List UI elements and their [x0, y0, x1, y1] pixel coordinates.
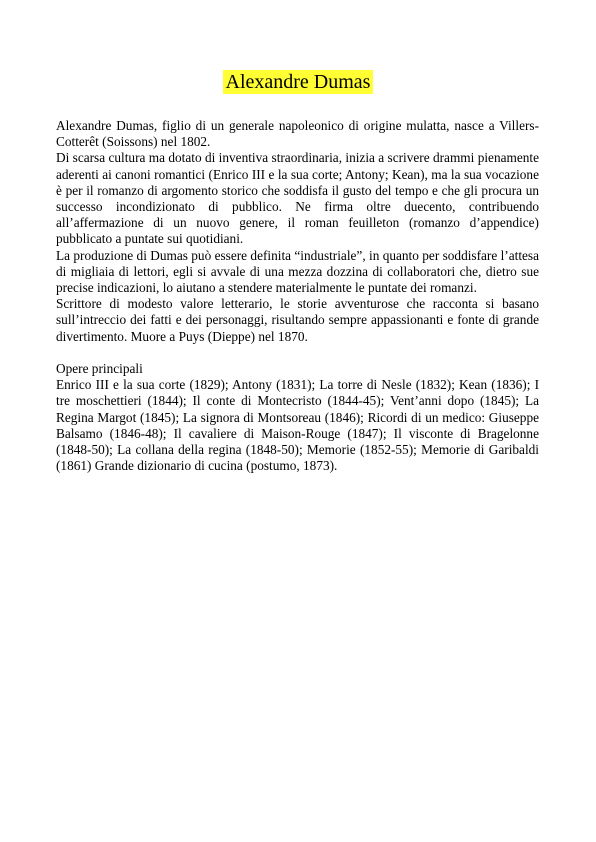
paragraph-spacer — [56, 345, 539, 361]
paragraph-production: La produzione di Dumas può essere definita “industriale”, in quanto per soddisfare l’attesa di migliaia di lettori, egli si avvale di una mezza dozzina di collaboratori che, dietro sue precise indicazioni, lo aiutano a stendere materialmente le puntate dei romanzi. — [56, 247, 539, 296]
document-title: Alexandre Dumas — [223, 70, 374, 94]
document-body — [56, 118, 539, 474]
paragraph-assessment: Scrittore di modesto valore letterario, le storie avventurose che racconta si basano sull’intreccio dei fatti e dei personaggi, risultando sempre appassionanti e fonte di grande divertimento. Muore a Puys (Dieppe) nel 1870. — [56, 296, 539, 344]
paragraph-career: Di scarsa cultura ma dotato di inventiva straordinaria, inizia a scrivere drammi pienamente aderenti ai canoni romantici (Enrico III e la sua corte; Antony; Kean), ma la sua vocazione è per il romanzo di argomento storico che soddisfa il gusto del tempo e che gli procura un successo incondizionato di pubblico. Ne firma oltre duecento, contribuendo all’affermazione di un nuovo genere, il roman feuilleton (romanzo d’appendice) pubblicato a puntate sui quotidiani. — [56, 150, 539, 247]
works-heading: Opere principali — [56, 361, 143, 377]
title-container — [0, 70, 596, 94]
works-list: Enrico III e la sua corte (1829); Antony (1831); La torre di Nesle (1832); Kean (1836); I tre moschettieri (1844); Il conte di Montecristo (1844-45); Vent’anni dopo (1845); La Regina Margot (1845); La signora di Montsoreau (1846); Ricordi di un medico: Giuseppe Balsamo (1846-48); Il cavaliere di Maison-Rouge (1847); Il visconte di Bragelonne (1848-50); La collana della regina (1848-50); Memorie (1852-55); Memorie di Garibaldi (1861) Grande dizionario di cucina (postumo, 1873). — [56, 377, 539, 474]
paragraph-birth: Alexandre Dumas, figlio di un generale napoleonico di origine mulatta, nasce a Villers-Cotterêt (Soissons) nel 1802. — [56, 118, 539, 150]
